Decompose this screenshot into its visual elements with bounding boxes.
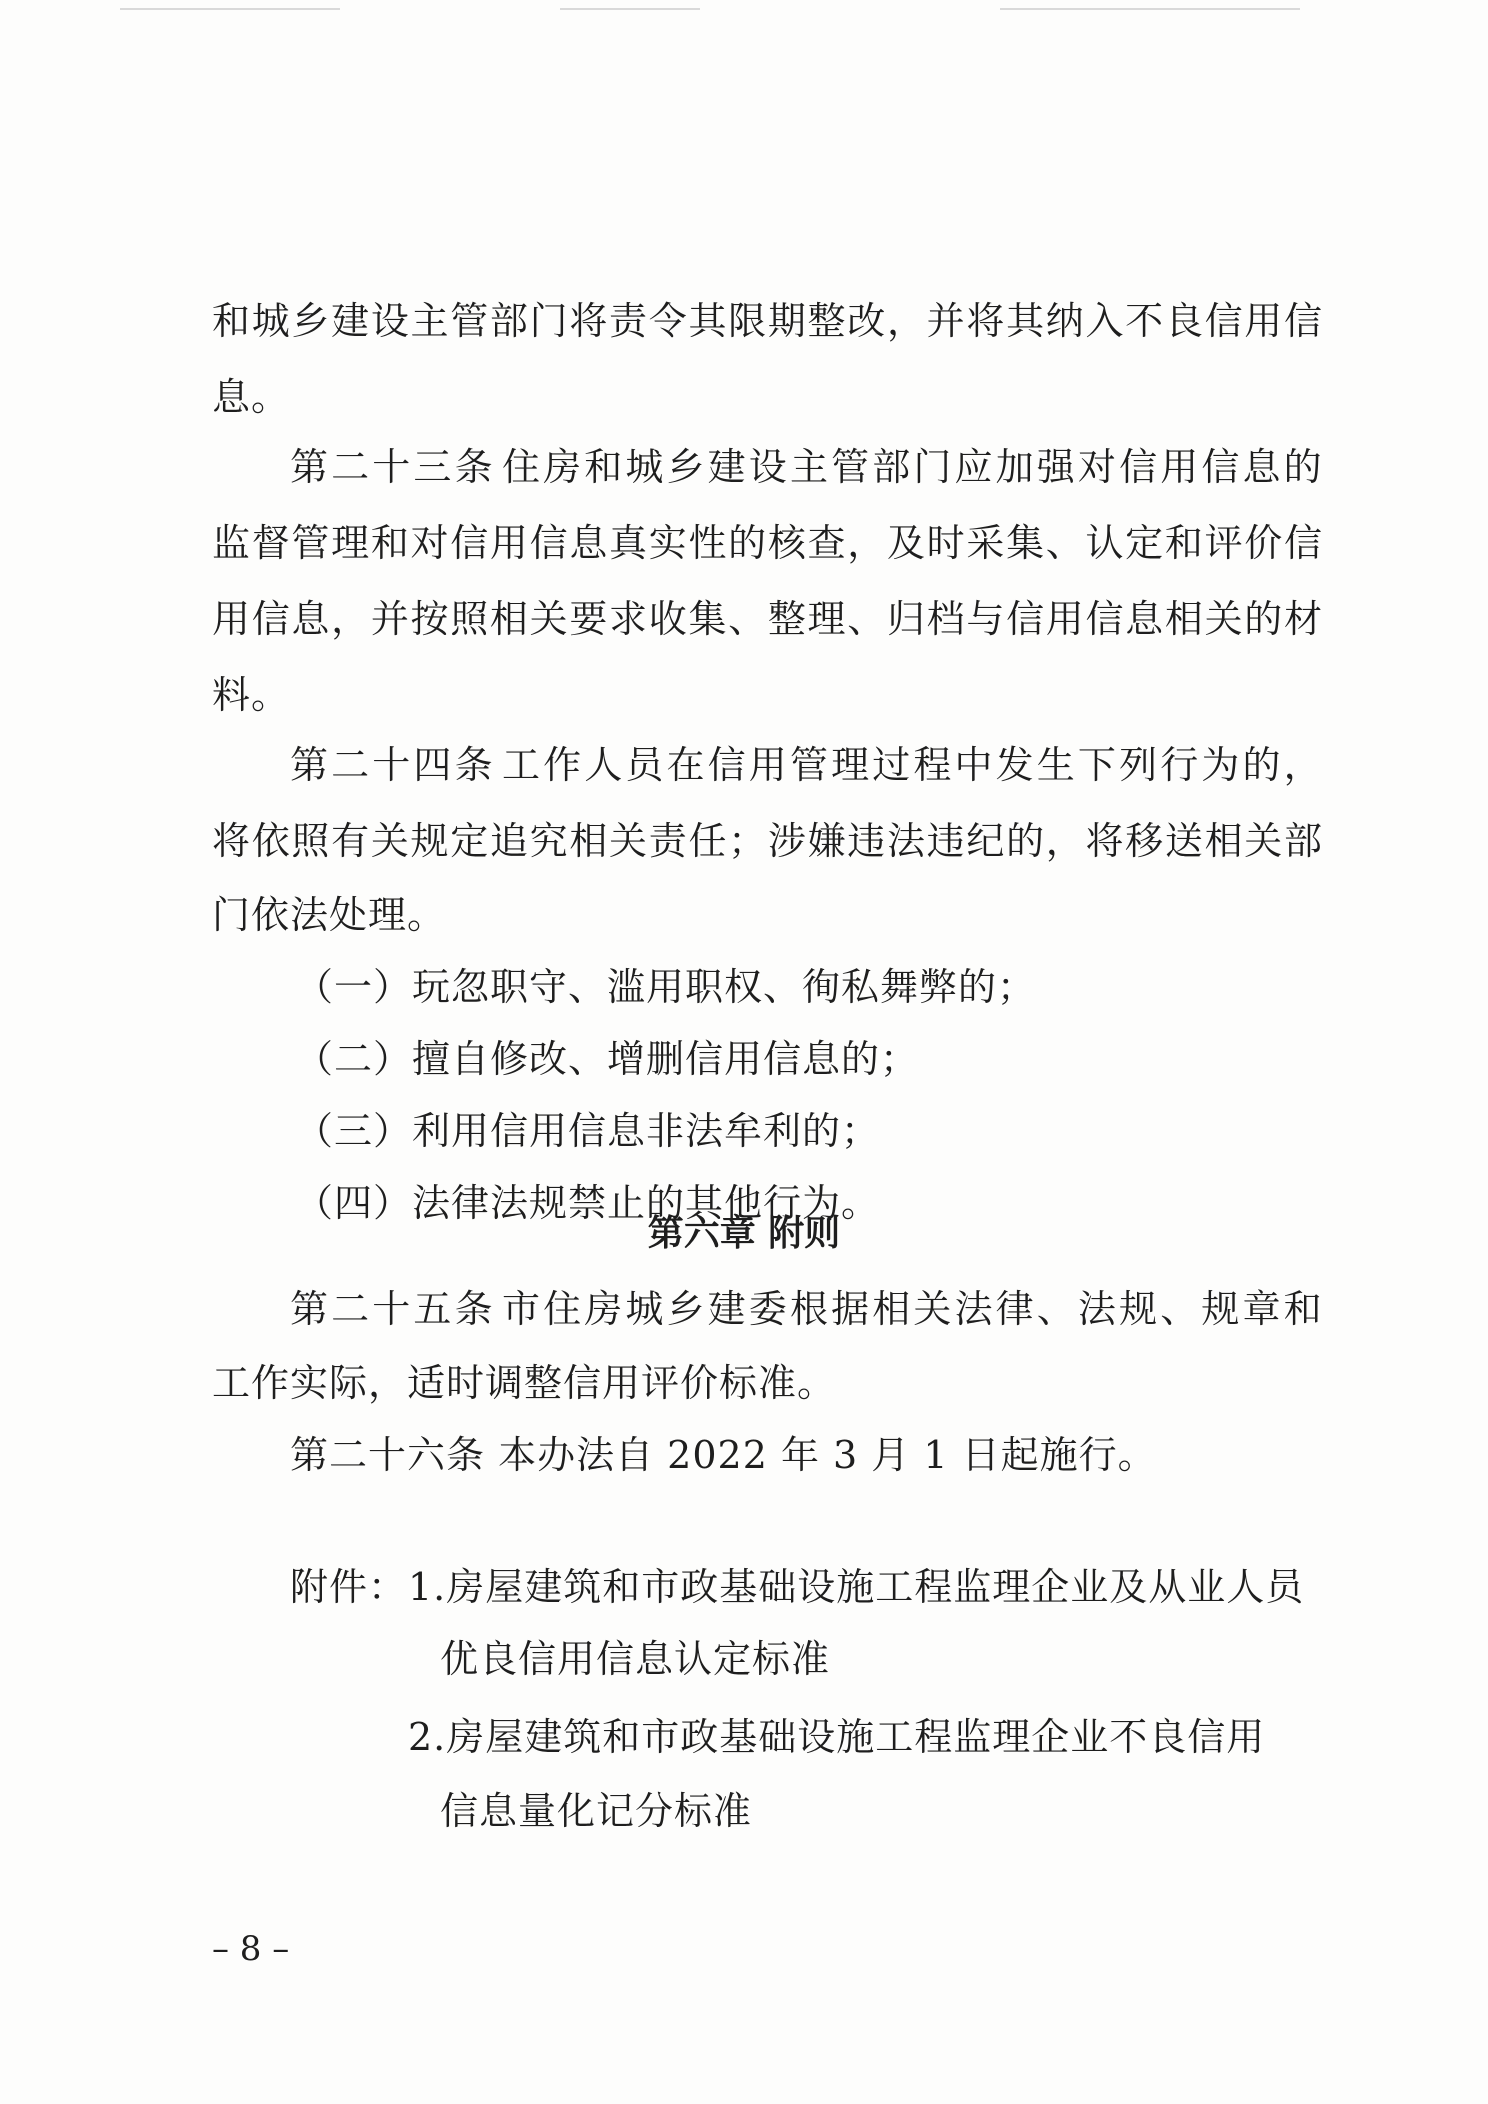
article-24-item-2: （二）擅自修改、增删信用信息的； bbox=[295, 1037, 920, 1081]
scan-artifact bbox=[560, 8, 700, 10]
chapter-6-heading: 第六章 附则 bbox=[647, 1213, 841, 1254]
attachment-1-line-2: 优良信用信息认定标准 bbox=[440, 1637, 831, 1681]
article-25-line-2: 工作实际，适时调整信用评价标准。 bbox=[212, 1361, 837, 1405]
attachment-2-line-1: 2.房屋建筑和市政基础设施工程监理企业不良信用 bbox=[408, 1715, 1266, 1759]
article-23-line-1: 第 二 十 三 条 住 房 和 城 乡 建 设 主 管 部 门 应 加 强 对 信 用 信 息 的 bbox=[290, 445, 1322, 489]
attachments-label: 附件： bbox=[290, 1565, 408, 1609]
page-number: – 8 – bbox=[212, 1929, 290, 1969]
continuation-line-2: 息。 bbox=[212, 375, 291, 419]
article-23-line-2: 监 督 管 理 和 对 信 用 信 息 真 实 性 的 核 查 ， 及 时 采 集 、 认 定 和 评 价 信 bbox=[212, 521, 1322, 565]
article-24-line-2: 将 依 照 有 关 规 定 追 究 相 关 责 任 ； 涉 嫌 违 法 违 纪 的 ， 将 移 送 相 关 部 bbox=[212, 819, 1322, 863]
attachment-2-line-2: 信息量化记分标准 bbox=[440, 1789, 753, 1833]
article-26-line-1: 第二十六条 本办法自 2022 年 3 月 1 日起施行。 bbox=[290, 1433, 1157, 1477]
continuation-line-1: 和 城 乡 建 设 主 管 部 门 将 责 令 其 限 期 整 改 ， 并 将 其 纳 入 不 良 信 用 信 bbox=[212, 299, 1322, 343]
article-24-line-3: 门依法处理。 bbox=[212, 893, 447, 937]
article-24-item-1: （一）玩忽职守、滥用职权、徇私舞弊的； bbox=[295, 965, 1037, 1009]
article-24-line-1: 第 二 十 四 条 工 作 人 员 在 信 用 管 理 过 程 中 发 生 下 列 行 为 的 ， bbox=[290, 743, 1322, 787]
article-24-item-3: （三）利用信用信息非法牟利的； bbox=[295, 1109, 881, 1153]
article-23-line-4: 料。 bbox=[212, 673, 291, 717]
scan-artifact bbox=[120, 8, 340, 10]
article-25-line-1: 第 二 十 五 条 市 住 房 城 乡 建 委 根 据 相 关 法 律 、 法 规 、 规 章 和 bbox=[290, 1287, 1322, 1331]
attachment-1-line-1: 1.房屋建筑和市政基础设施工程监理企业及从业人员 bbox=[408, 1565, 1305, 1609]
article-24-item-4: （四）法律法规禁止的其他行为。 bbox=[295, 1181, 881, 1225]
scan-artifact bbox=[1000, 8, 1300, 10]
article-23-line-3: 用 信 息 ， 并 按 照 相 关 要 求 收 集 、 整 理 、 归 档 与 信 用 信 息 相 关 的 材 bbox=[212, 597, 1322, 641]
